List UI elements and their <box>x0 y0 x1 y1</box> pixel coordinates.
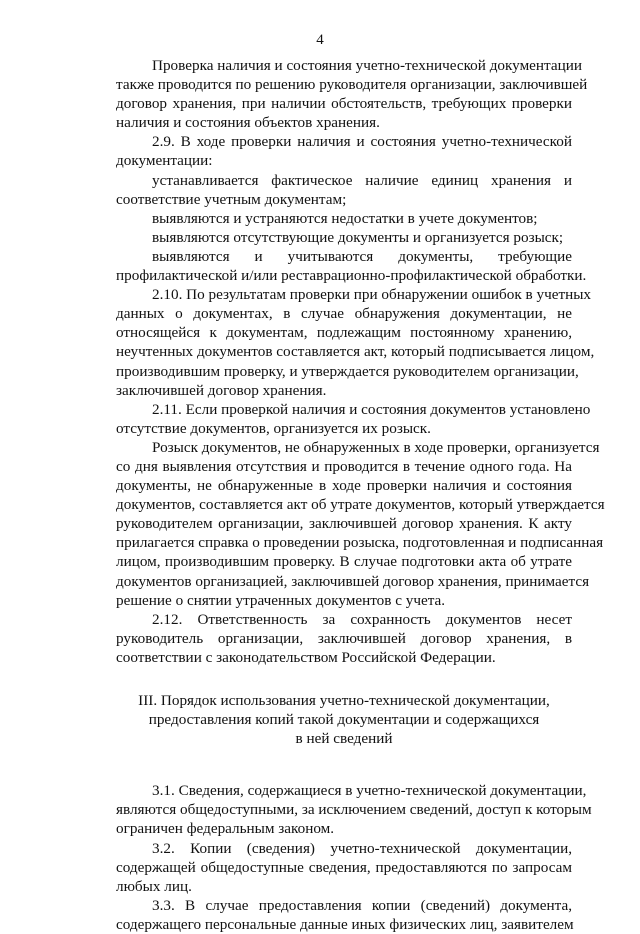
paragraph-line: относящейся к документам, подлежащим постоянному хранению, <box>116 324 572 342</box>
page-number: 4 <box>316 32 324 48</box>
paragraph-p12 <box>116 839 572 896</box>
paragraph-line: производившим проверку, и утверждается руководителем организации, <box>116 362 579 380</box>
paragraph-line: руководителем организации, заключившей договор хранения. К акту <box>116 515 572 533</box>
paragraph-line: решение о снятии утраченных документов с учета. <box>116 591 446 609</box>
section-3-body <box>116 781 592 934</box>
paragraph-line: 2.10. По результатам проверки при обнаружении ошибок в учетных <box>152 286 592 304</box>
paragraph-line: данных о документах, в случае обнаружения документации, не <box>116 305 572 323</box>
paragraph-p11 <box>116 781 592 838</box>
section-2-continued <box>116 56 605 667</box>
section-3-heading <box>116 691 572 748</box>
paragraph-line: выявляются и устраняются недостатки в учете документов; <box>152 209 538 227</box>
paragraph-line: документации: <box>116 152 213 170</box>
paragraph-p8 <box>116 400 591 438</box>
paragraph-line: 2.11. Если проверкой наличия и состояния документов установлено <box>152 400 591 418</box>
paragraph-line: устанавливается фактическое наличие единиц хранения и <box>152 171 572 189</box>
paragraph-line: 3.2. Копии (сведения) учетно-технической документации, <box>152 839 572 857</box>
paragraph-line: соответствие учетным документам; <box>116 190 347 208</box>
paragraph-line: отсутствие документов, организуется их розыск. <box>116 419 431 437</box>
paragraph-line: являются общедоступными, за исключением сведений, доступ к которым <box>116 801 592 819</box>
paragraph-line: лицом, производившим проверку. В случае подготовки акта об утрате <box>116 553 572 571</box>
paragraph-line: неучтенных документов составляется акт, который подписывается лицом, <box>116 343 595 361</box>
paragraph-line: также проводится по решению руководителя организации, заключившей <box>116 76 588 94</box>
document-body <box>116 56 605 934</box>
paragraph-p2 <box>116 132 572 170</box>
paragraph-p7 <box>116 285 595 400</box>
paragraph-p5 <box>116 228 572 247</box>
paragraph-line: 2.12. Ответственность за сохранность документов несет <box>152 610 572 628</box>
paragraph-line: руководитель организации, заключившей договор хранения, в <box>116 629 572 647</box>
paragraph-p4 <box>116 209 572 228</box>
paragraph-line: ограничен федеральным законом. <box>116 820 335 838</box>
paragraph-p9 <box>116 438 605 610</box>
heading-line: III. Порядок использования учетно-технической документации, <box>138 692 550 709</box>
paragraph-line: 2.9. В ходе проверки наличия и состояния учетно-технической <box>152 133 572 151</box>
paragraph-line: 3.1. Сведения, содержащиеся в учетно-технической документации, <box>152 782 587 800</box>
paragraph-line: договор хранения, при наличии обстоятельств, требующих проверки <box>116 95 572 113</box>
paragraph-p6 <box>116 247 587 285</box>
paragraph-p1 <box>116 56 588 132</box>
heading-line: в ней сведений <box>295 730 393 748</box>
paragraph-line: любых лиц. <box>116 877 192 895</box>
paragraph-p3 <box>116 171 572 209</box>
paragraph-line: выявляются отсутствующие документы и организуется розыск; <box>152 228 564 246</box>
heading-line: предоставления копий такой документации и содержащихся <box>148 711 540 729</box>
paragraph-p10 <box>116 610 572 667</box>
paragraph-line: со дня выявления отсутствия и проводится в течение одного года. На <box>116 457 572 475</box>
paragraph-line: документов организацией, заключившей договор хранения, принимается <box>116 572 590 590</box>
paragraph-line: соответствии с законодательством Российской Федерации. <box>116 648 496 666</box>
paragraph-line: Проверка наличия и состояния учетно-технической документации <box>152 57 583 74</box>
paragraph-line: профилактической и/или реставрационно-профилактической обработки. <box>116 267 587 285</box>
paragraph-line: документов, составляется акт об утрате документов, который утверждается <box>116 496 605 514</box>
paragraph-line: содержащей общедоступные сведения, предоставляются по запросам <box>116 858 572 876</box>
paragraph-line: выявляются и учитываются документы, требующие <box>152 247 572 265</box>
paragraph-line: прилагается справка о проведении розыска, подготовленная и подписанная <box>116 534 604 552</box>
paragraph-line: Розыск документов, не обнаруженных в ходе проверки, организуется <box>152 438 600 456</box>
paragraph-p13 <box>116 896 572 934</box>
paragraph-line: 3.3. В случае предоставления копии (сведений) документа, <box>152 896 572 914</box>
paragraph-line: заключившей договор хранения. <box>116 381 327 399</box>
paragraph-line: наличия и состояния объектов хранения. <box>116 114 380 132</box>
paragraph-line: документы, не обнаруженные в ходе проверки наличия и состояния <box>116 477 572 495</box>
paragraph-line: содержащего персональные данные иных физических лиц, заявителем <box>116 915 574 933</box>
